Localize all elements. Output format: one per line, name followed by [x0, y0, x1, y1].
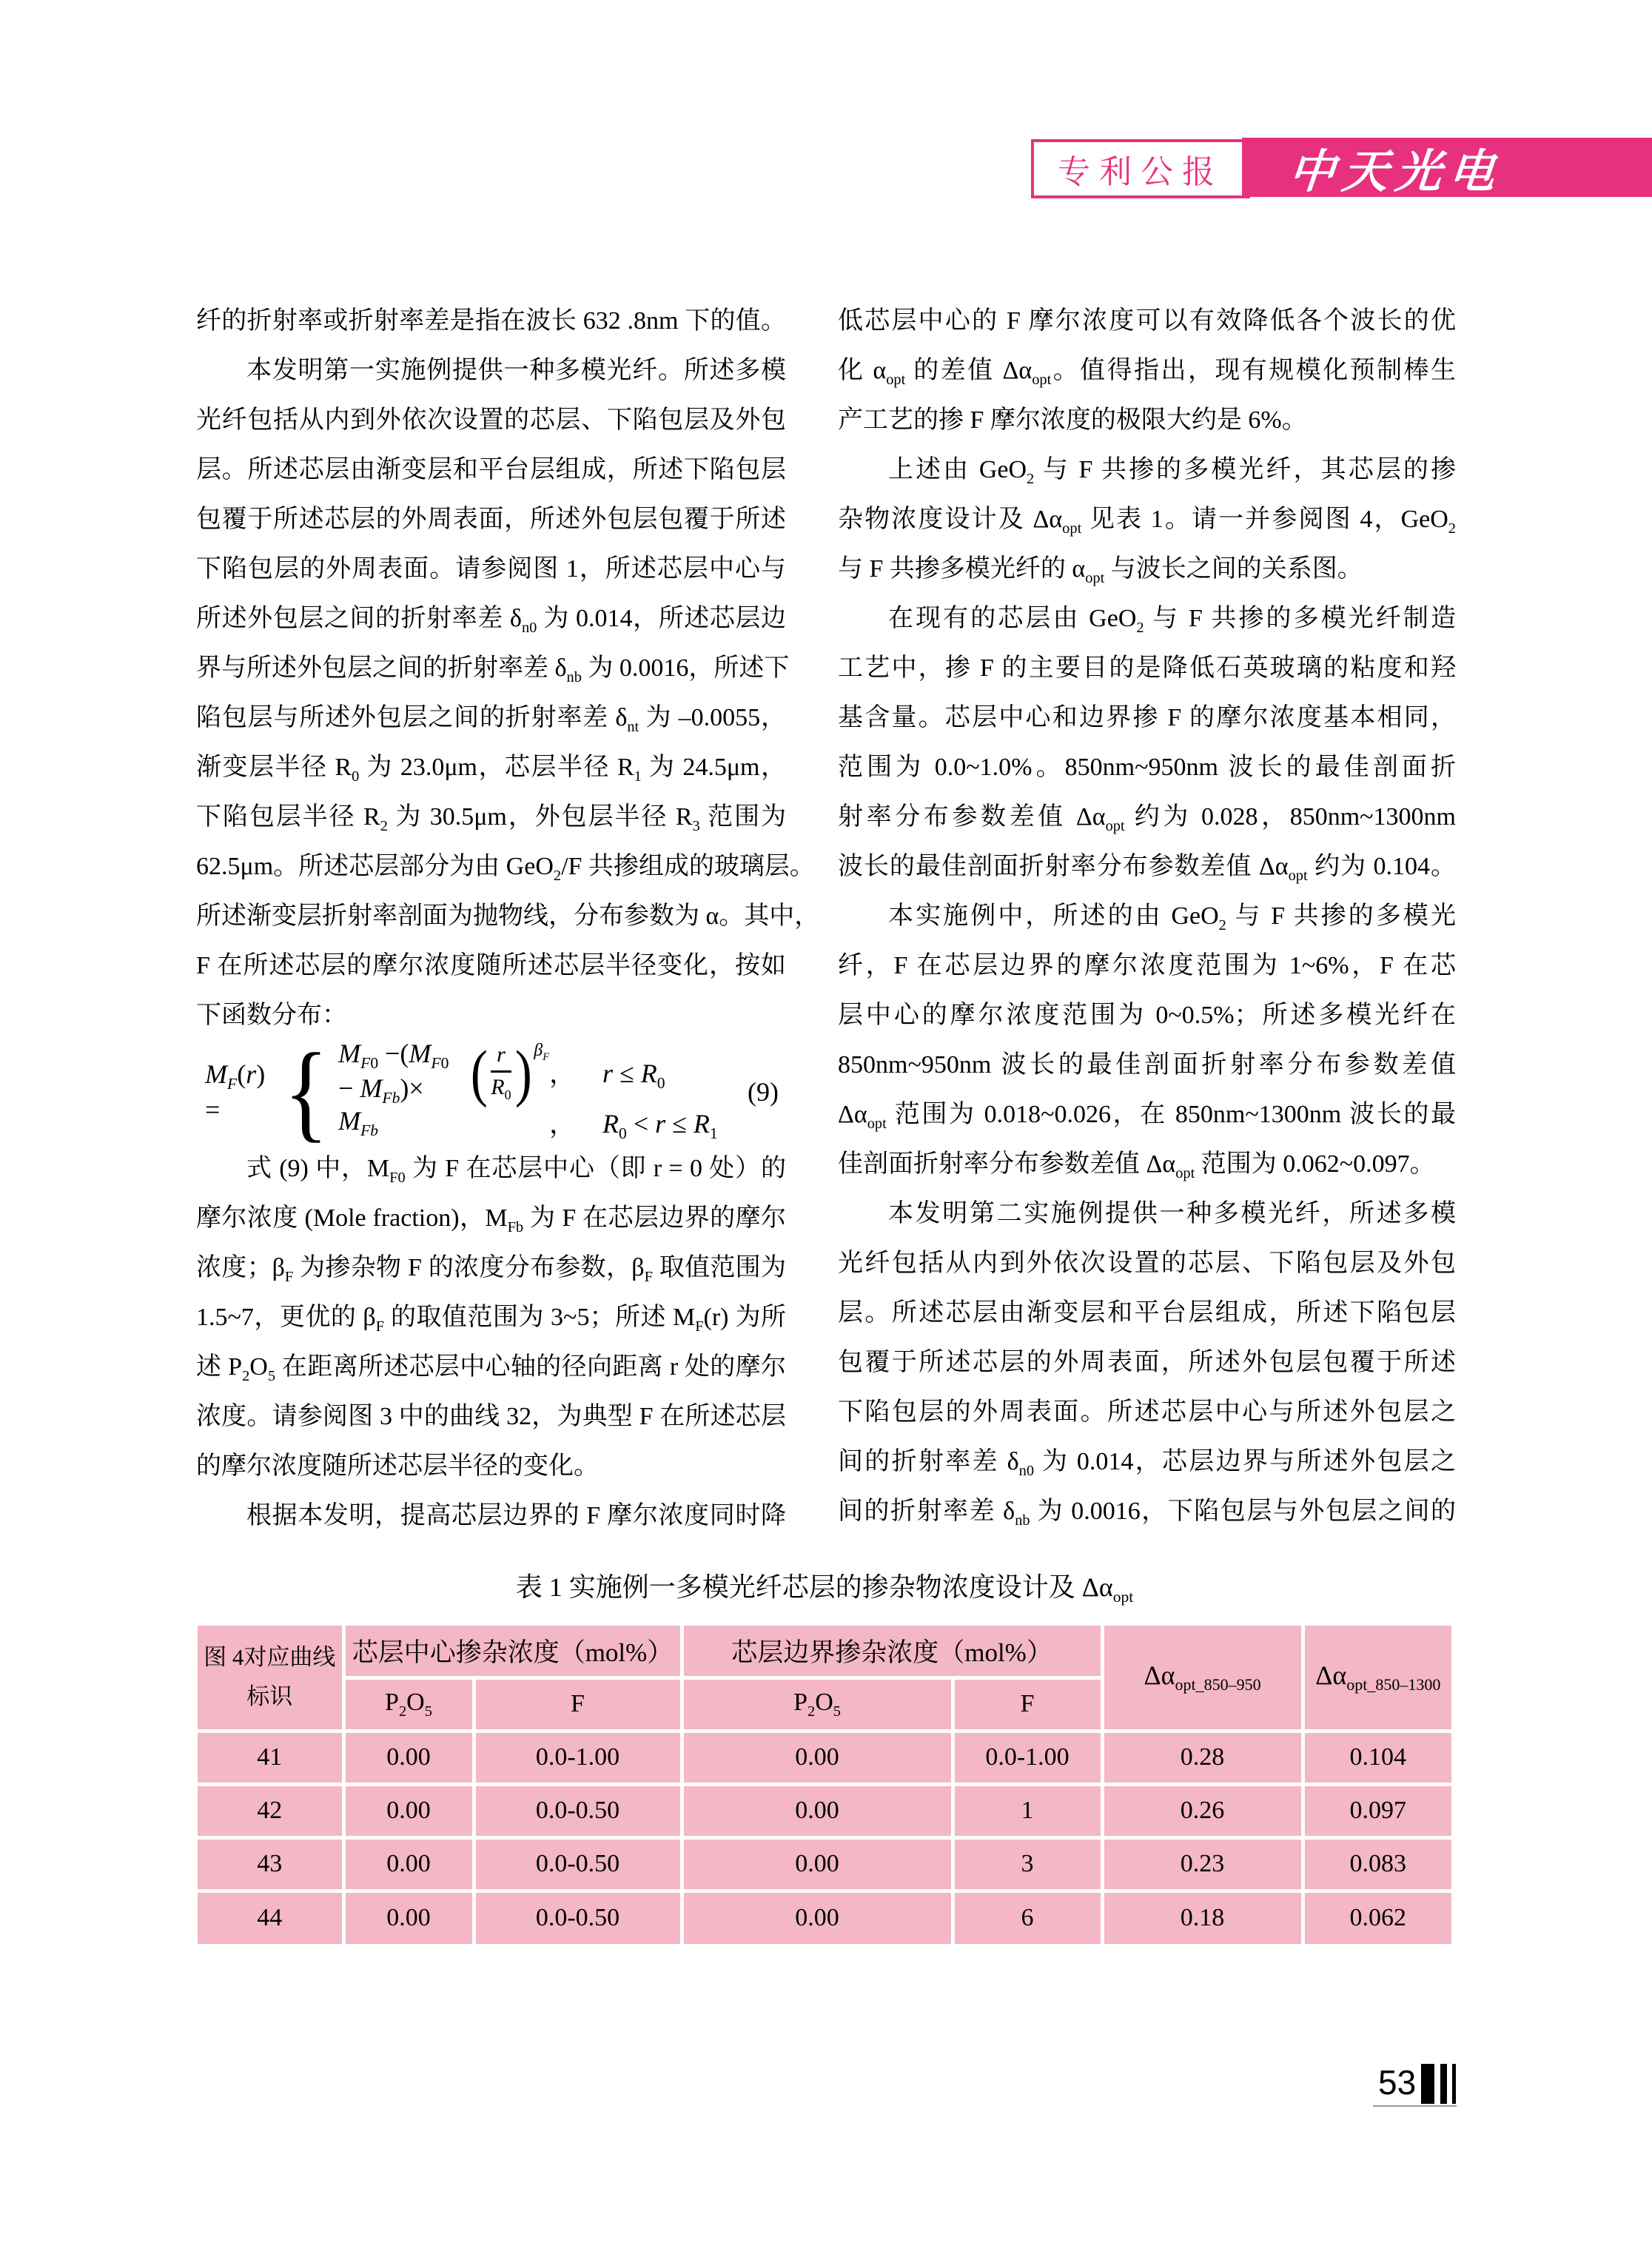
table-cell: 0.00	[682, 1837, 953, 1891]
header-p2o5-edge: $P_2O_5$	[682, 1677, 953, 1731]
table-cell: 0.00	[343, 1731, 474, 1784]
exponent-betaF: $\beta_F$	[534, 1040, 549, 1063]
text-line: 佳剖面折射率分布参数差值 $\Delta\alpha_{opt}$ 范围为 0.062~0.097。	[838, 1150, 1435, 1181]
text-line: 式 (9) 中，$M_{F0}$ 为 F 在芯层中心（即 r = 0 处）的	[246, 1155, 786, 1186]
equation-brace: {	[283, 1031, 329, 1153]
text-line: 波长的最佳剖面折射率分布参数差值 $\Delta\alpha_{opt}$ 约为 0.104。	[838, 853, 1457, 884]
table-cell: 0.18	[1102, 1891, 1303, 1944]
text-line: 摩尔浓度 (Mole fraction)，$M_{Fb}$ 为 F 在芯层边界的摩尔	[196, 1204, 786, 1236]
text-line: 化 $\alpha_{opt}$ 的差值 $\Delta\alpha_{opt}$。值得指出，现有规模化预制棒生	[838, 357, 1456, 388]
page-number: 53	[1378, 2063, 1417, 2102]
equation-case-2	[338, 1104, 786, 1142]
big-paren-open: (	[470, 1037, 488, 1108]
header-f-edge: F	[953, 1677, 1102, 1731]
fraction-r-over-R0	[491, 1042, 511, 1102]
header-core-edge-doping: 芯层边界掺杂浓度（mol%）	[682, 1626, 1102, 1677]
table-cell: 6	[953, 1891, 1102, 1944]
patent-gazette-badge	[1031, 139, 1250, 198]
equation-9	[196, 1031, 786, 1153]
big-paren-close: )	[514, 1037, 532, 1108]
table-cell: 1	[953, 1784, 1102, 1837]
header-f-center: F	[474, 1677, 682, 1731]
table-cell: 0.0-1.00	[953, 1731, 1102, 1784]
patent-gazette-badge-label: 专利公报	[1058, 154, 1223, 190]
header-dalpha-850-950: $\Delta\alpha_{opt\_850-950}$	[1102, 1626, 1303, 1731]
text-line: 射率分布参数差值 $\Delta\alpha_{opt}$ 约为 0.028，850nm~1300nm	[838, 803, 1456, 834]
fraction-denominator: $R_0$	[491, 1074, 511, 1102]
text-line: 范围为 0.0~1.0%。850nm~950nm 波长的最佳剖面折	[838, 754, 1456, 781]
text-line: 层。所述芯层由渐变层和平台层组成，所述下陷包层	[196, 456, 786, 483]
text-line: 所述渐变层折射率剖面为抛物线，分布参数为 α。其中，	[196, 902, 820, 930]
table-cell: 0.083	[1303, 1837, 1451, 1891]
text-line: 纤，F 在芯层边界的摩尔浓度范围为 1~6%，F 在芯	[838, 952, 1456, 979]
text-line: 陷包层与所述外包层之间的折射率差 $\delta_{nt}$ 为 –0.0055，	[196, 704, 786, 735]
brand-banner	[1242, 138, 1652, 197]
table-row	[198, 1731, 1451, 1784]
text-line: 包覆于所述芯层的外周表面，所述外包层包覆于所述	[196, 506, 786, 533]
text-line: 光纤包括从内到外依次设置的芯层、下陷包层及外包	[838, 1250, 1456, 1277]
table-cell: 0.00	[343, 1784, 474, 1837]
table-cell: 0.00	[682, 1784, 953, 1837]
table-cell: 0.0-0.50	[474, 1784, 682, 1837]
table-cell: 0.0-0.50	[474, 1891, 682, 1944]
table-cell: 42	[198, 1784, 343, 1837]
text-line: 上述由 GeO$_2$ 与 F 共掺的多模光纤，其芯层的掺	[888, 456, 1456, 487]
text-line: 根据本发明，提高芯层边界的 F 摩尔浓度同时降	[246, 1502, 786, 1529]
equation-lhs: $M_F(r)$ =	[205, 1059, 266, 1124]
equation-number: (9)	[748, 1077, 779, 1107]
text-line: 间的折射率差 $\delta_{n0}$ 为 0.014，芯层边界与所述外包层之	[838, 1448, 1456, 1479]
header-core-center-doping: 芯层中心掺杂浓度（mol%）	[343, 1626, 682, 1677]
table-cell: 0.0-0.50	[474, 1837, 682, 1891]
text-line: 所述外包层之间的折射率差 $\delta_{n0}$ 为 0.014，所述芯层边	[196, 605, 786, 636]
text-line: 下陷包层的外周表面。所述芯层中心与所述外包层之	[838, 1398, 1456, 1426]
equation-condition-2: ， $R_0 < r \le R_1$	[549, 1108, 718, 1143]
text-line: 基含量。芯层中心和边界掺 F 的摩尔浓度基本相同，	[838, 704, 1456, 731]
text-line: 在现有的芯层由 GeO$_2$ 与 F 共掺的多模光纤制造	[888, 605, 1456, 636]
text-line: 纤的折射率或折射率差是指在波长 632 .8nm 下的值。	[196, 307, 786, 335]
text-line: 的摩尔浓度随所述芯层半径的变化。	[196, 1452, 599, 1480]
text-line: 850nm~950nm 波长的最佳剖面折射率分布参数差值	[838, 1051, 1456, 1079]
table-cell: 43	[198, 1837, 343, 1891]
text-line: F 在所述芯层的摩尔浓度随所述芯层半径变化，按如	[196, 952, 786, 979]
table-cell: 0.097	[1303, 1784, 1451, 1837]
text-line: 本实施例中，所述的由 GeO$_2$ 与 F 共掺的多模光	[888, 902, 1456, 933]
brand-logo: 中天光电	[1286, 147, 1505, 198]
table-row	[198, 1784, 1451, 1837]
table-cell: 0.00	[343, 1837, 474, 1891]
table-caption: 表 1 实施例一多模光纤芯层的掺杂物浓度设计及 $\Delta\alpha_{opt}$	[515, 1572, 1134, 1606]
equation-expression: $M_{F0} -(M_{F0} - M_{Fb})\times$	[338, 1038, 449, 1107]
table-cell: 3	[953, 1837, 1102, 1891]
text-line: 间的折射率差 $\delta_{nb}$ 为 0.0016，下陷包层与外包层之间的	[838, 1498, 1457, 1529]
text-line: 1.5~7，更优的 $\beta_F$ 的取值范围为 3~5；所述 $M_F(r)$ 为所	[196, 1304, 786, 1335]
table-cell: 0.104	[1303, 1731, 1451, 1784]
text-line: 下陷包层半径 $R_2$ 为 30.5μm，外包层半径 $R_3$ 范围为	[196, 803, 786, 834]
text-line: 与 F 共掺多模光纤的 $\alpha_{opt}$ 与波长之间的关系图。	[838, 555, 1363, 586]
table-cell: 0.28	[1102, 1731, 1303, 1784]
table-cell: 0.00	[343, 1891, 474, 1944]
text-line: 浓度。请参阅图 3 中的曲线 32，为典型 F 在所述芯层	[196, 1403, 786, 1430]
text-line: 述 $P_2O_5$ 在距离所述芯层中心轴的径向距离 r 处的摩尔	[196, 1353, 786, 1384]
text-line: 界与所述外包层之间的折射率差 $\delta_{nb}$ 为 0.0016，所述下	[196, 654, 790, 685]
table-cell: 0.23	[1102, 1837, 1303, 1891]
equation-cases	[338, 1037, 786, 1143]
text-line: 层。所述芯层由渐变层和平台层组成，所述下陷包层	[838, 1299, 1456, 1327]
fraction-bar	[491, 1070, 511, 1073]
text-line: 光纤包括从内到外依次设置的芯层、下陷包层及外包	[196, 406, 786, 434]
text-line: 62.5μm。所述芯层部分为由 GeO$_2$/F 共掺组成的玻璃层。	[196, 853, 815, 884]
text-line: 本发明第二实施例提供一种多模光纤，所述多模	[888, 1200, 1456, 1227]
equation-expression: $M_{Fb}$	[338, 1106, 379, 1140]
footer-bar	[1421, 2064, 1434, 2104]
text-line: 包覆于所述芯层的外周表面，所述外包层包覆于所述	[838, 1349, 1456, 1376]
fraction-numerator: r	[497, 1042, 506, 1067]
header-p2o5-center: $P_2O_5$	[343, 1677, 474, 1731]
table-row	[198, 1837, 1451, 1891]
text-line: 本发明第一实施例提供一种多模光纤。所述多模	[246, 357, 786, 384]
table-1	[198, 1626, 1451, 1944]
equation-case-1	[338, 1037, 786, 1108]
footer-bars-icon	[1421, 2064, 1458, 2104]
table-cell: 44	[198, 1891, 343, 1944]
text-line: 下函数分布：	[196, 1002, 347, 1029]
text-line: 渐变层半径 $R_0$ 为 23.0μm，芯层半径 $R_1$ 为 24.5μm，	[196, 754, 786, 785]
table-cell: 0.0-1.00	[474, 1731, 682, 1784]
equation-condition-1: ， $r \le R_0$	[549, 1058, 665, 1093]
header-curve-id: 图 4对应曲线 标识	[198, 1626, 343, 1731]
text-line: 浓度；$\beta_F$ 为掺杂物 F 的浓度分布参数，$\beta_F$ 取值范围为	[196, 1254, 786, 1285]
text-line: 层中心的摩尔浓度范围为 0~0.5%；所述多模光纤在	[838, 1002, 1456, 1029]
table-cell: 0.00	[682, 1891, 953, 1944]
text-line: 产工艺的掺 F 摩尔浓度的极限大约是 6%。	[838, 406, 1307, 434]
header-dalpha-850-1300: $\Delta\alpha_{opt\_850-1300}$	[1303, 1626, 1451, 1731]
table-cell: 0.00	[682, 1731, 953, 1784]
table-cell: 0.26	[1102, 1784, 1303, 1837]
text-line: 工艺中，掺 F 的主要目的是降低石英玻璃的粘度和羟	[838, 654, 1456, 682]
footer-bar	[1452, 2064, 1456, 2104]
table-row	[198, 1891, 1451, 1944]
text-line: 下陷包层的外周表面。请参阅图 1，所述芯层中心与	[196, 555, 786, 583]
body-left-column	[196, 296, 820, 1540]
text-line: 杂物浓度设计及 $\Delta\alpha_{opt}$ 见表 1。请一并参阅图 4，GeO$_2$	[838, 506, 1456, 537]
body-right-column	[838, 296, 1456, 1536]
footer-bar	[1440, 2064, 1447, 2104]
table-cell: 0.062	[1303, 1891, 1451, 1944]
footer-rule	[1373, 2105, 1457, 2107]
text-line: $\Delta\alpha_{opt}$ 范围为 0.018~0.026，在 850nm~1300nm 波长的最	[838, 1101, 1456, 1132]
text-line: 低芯层中心的 F 摩尔浓度可以有效降低各个波长的优	[838, 307, 1456, 335]
table-cell: 41	[198, 1731, 343, 1784]
